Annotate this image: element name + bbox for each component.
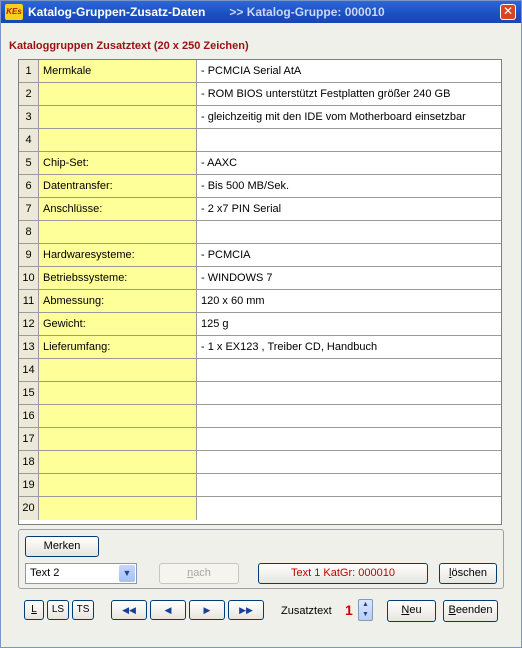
label-cell[interactable] (39, 106, 197, 128)
row-number: 15 (19, 382, 39, 404)
first-record-button[interactable] (111, 600, 147, 620)
zusatztext-spinner[interactable] (358, 599, 373, 621)
spin-down-icon[interactable]: ▼ (362, 611, 369, 618)
zusatztext-counter: 1 (345, 602, 353, 618)
text-grid (18, 59, 502, 525)
table-row (19, 451, 501, 474)
value-cell[interactable] (197, 359, 501, 381)
value-cell[interactable]: - AAXC (197, 152, 501, 174)
loeschen-button[interactable]: löschen (439, 563, 497, 584)
label-cell[interactable] (39, 221, 197, 243)
row-number: 18 (19, 451, 39, 473)
label-cell[interactable]: Hardwaresysteme: (39, 244, 197, 266)
row-number: 10 (19, 267, 39, 289)
close-icon: ✕ (502, 4, 514, 18)
window-subtitle: >> Katalog-Gruppe: 000010 (229, 5, 385, 19)
title-bar[interactable] (1, 1, 521, 23)
table-row (19, 497, 501, 520)
chevron-left-icon: ◀ (164, 605, 172, 615)
row-number: 2 (19, 83, 39, 105)
app-logo-icon: KEs (5, 4, 23, 20)
prev-record-button[interactable] (150, 600, 186, 620)
table-row (19, 244, 501, 267)
label-cell[interactable]: Anschlüsse: (39, 198, 197, 220)
zusatztext-label: Zusatztext (281, 605, 332, 617)
next-record-button[interactable] (189, 600, 225, 620)
chevron-down-icon[interactable]: ▼ (119, 565, 135, 582)
label-cell[interactable] (39, 359, 197, 381)
row-number: 9 (19, 244, 39, 266)
l-button-label: L (31, 604, 37, 615)
label-cell[interactable]: Lieferumfang: (39, 336, 197, 358)
row-number: 7 (19, 198, 39, 220)
row-number: 20 (19, 497, 39, 520)
value-cell[interactable]: 125 g (197, 313, 501, 335)
l-button[interactable] (24, 600, 44, 620)
table-row (19, 175, 501, 198)
table-row (19, 267, 501, 290)
value-cell[interactable] (197, 129, 501, 151)
row-number: 8 (19, 221, 39, 243)
row-number: 11 (19, 290, 39, 312)
row-number: 1 (19, 60, 39, 82)
close-button[interactable] (500, 4, 516, 20)
text-select[interactable] (25, 563, 137, 584)
action-panel (18, 529, 504, 589)
double-chevron-right-icon: ▶▶ (239, 605, 253, 615)
value-cell[interactable] (197, 497, 501, 520)
row-number: 13 (19, 336, 39, 358)
table-row (19, 198, 501, 221)
label-cell[interactable]: Betriebssysteme: (39, 267, 197, 289)
double-chevron-left-icon: ◀◀ (122, 605, 136, 615)
label-cell[interactable]: Chip-Set: (39, 152, 197, 174)
value-cell[interactable] (197, 405, 501, 427)
value-cell[interactable] (197, 382, 501, 404)
neu-button[interactable]: Neu (387, 600, 436, 622)
row-number: 14 (19, 359, 39, 381)
label-cell[interactable] (39, 474, 197, 496)
table-row (19, 129, 501, 152)
value-cell[interactable]: - ROM BIOS unterstützt Festplatten größer 240 GB (197, 83, 501, 105)
ls-button[interactable]: LS (47, 600, 69, 620)
value-cell[interactable]: - 1 x EX123 , Treiber CD, Handbuch (197, 336, 501, 358)
row-number: 3 (19, 106, 39, 128)
label-cell[interactable] (39, 451, 197, 473)
beenden-button[interactable]: Beenden (443, 600, 498, 622)
label-cell[interactable] (39, 497, 197, 520)
label-cell[interactable] (39, 129, 197, 151)
label-cell[interactable]: Datentransfer: (39, 175, 197, 197)
table-row (19, 474, 501, 497)
row-number: 4 (19, 129, 39, 151)
last-record-button[interactable] (228, 600, 264, 620)
row-number: 12 (19, 313, 39, 335)
label-cell[interactable]: Abmessung: (39, 290, 197, 312)
value-cell[interactable]: - gleichzeitig mit den IDE vom Motherboard einsetzbar (197, 106, 501, 128)
label-cell[interactable]: Mermkale (39, 60, 197, 82)
table-row (19, 60, 501, 83)
value-cell[interactable] (197, 451, 501, 473)
label-cell[interactable] (39, 405, 197, 427)
text-katgr-button[interactable]: Text 1 KatGr: 000010 (258, 563, 428, 584)
label-cell[interactable] (39, 83, 197, 105)
value-cell[interactable]: - Bis 500 MB/Sek. (197, 175, 501, 197)
value-cell[interactable]: - PCMCIA Serial AtA (197, 60, 501, 82)
table-row (19, 382, 501, 405)
window-title: Katalog-Gruppen-Zusatz-Daten (28, 5, 206, 19)
value-cell[interactable] (197, 474, 501, 496)
table-row (19, 290, 501, 313)
label-cell[interactable]: Gewicht: (39, 313, 197, 335)
nach-button[interactable]: nach (159, 563, 239, 584)
value-cell[interactable]: - PCMCIA (197, 244, 501, 266)
table-row (19, 313, 501, 336)
row-number: 17 (19, 428, 39, 450)
row-number: 5 (19, 152, 39, 174)
value-cell[interactable] (197, 428, 501, 450)
table-row (19, 221, 501, 244)
label-cell[interactable] (39, 428, 197, 450)
chevron-right-icon: ▶ (203, 605, 211, 615)
value-cell[interactable] (197, 221, 501, 243)
merken-button[interactable]: Merken (25, 536, 99, 557)
table-row (19, 405, 501, 428)
value-cell[interactable]: - 2 x7 PIN Serial (197, 198, 501, 220)
label-cell[interactable] (39, 382, 197, 404)
value-cell[interactable]: - WINDOWS 7 (197, 267, 501, 289)
row-number: 16 (19, 405, 39, 427)
row-number: 19 (19, 474, 39, 496)
section-heading: Kataloggruppen Zusatztext (20 x 250 Zeichen) (9, 40, 249, 52)
text-select-value: Text 2 (30, 567, 60, 579)
table-row (19, 359, 501, 382)
table-row (19, 106, 501, 129)
row-number: 6 (19, 175, 39, 197)
table-row (19, 152, 501, 175)
value-cell[interactable]: 120 x 60 mm (197, 290, 501, 312)
table-row (19, 428, 501, 451)
table-row (19, 336, 501, 359)
spin-up-icon[interactable]: ▲ (362, 601, 369, 608)
ts-button[interactable]: TS (72, 600, 94, 620)
table-row (19, 83, 501, 106)
